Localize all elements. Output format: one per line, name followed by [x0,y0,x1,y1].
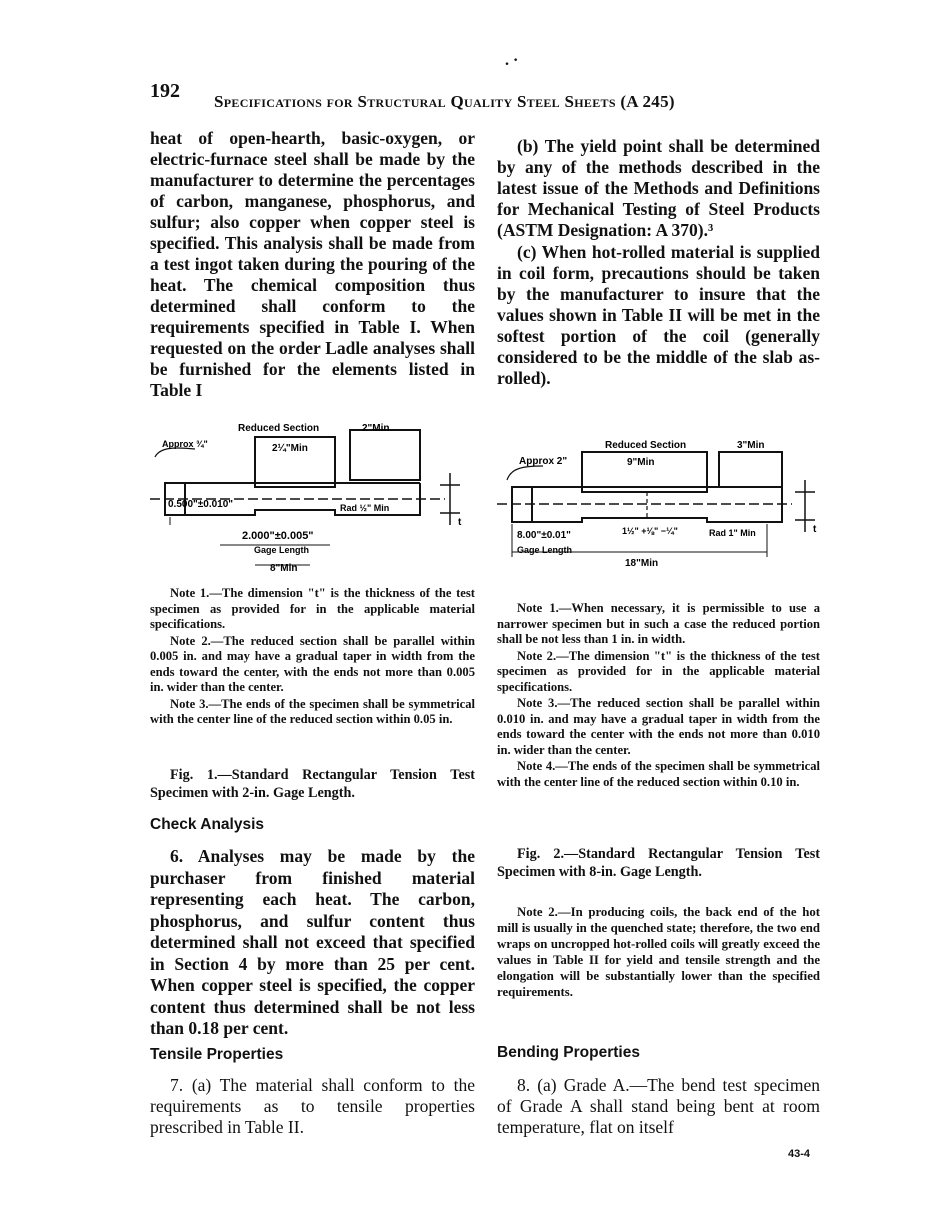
fig2-width-tol: 1½" +⅛" −¼" [622,526,678,536]
fig1-gage: 2.000"±0.005" [242,530,314,542]
fig2-t: t [813,524,817,535]
paragraph-6: 6. Analyses may be made by the purchaser from finished material representing each heat. The carbon, phosphorus, and sulfur content thus determined shall not exceed that specified in Section 4 by more than 25 per cent. When copper steel is specified, the copper content thus determined shall be not less than 0.18 per cent. [150,846,475,1038]
para-6-container [150,846,475,1040]
fig2-note-4: Note 4.—The ends of the specimen shall be symmetrical with the center line of the reduced section within 0.10 in. [497,759,820,789]
figure-1-diagram [150,415,475,575]
fig2-radius: Rad 1" Min [709,528,756,538]
fig1-reduced-section: Reduced Section [238,423,320,434]
fig1-t: t [458,517,462,528]
paragraph-7: 7. (a) The material shall conform to the requirements as to tensile properties prescribed in Table II. [150,1075,475,1137]
fig1-radius: Rad ½" Min [340,503,390,513]
fig1-dim-tol: 0.500"±0.010" [168,499,234,510]
fig2-note-3: Note 3.—The reduced section shall be parallel within 0.010 in. and may have a gradual taper in width from the ends toward the center with the ends not more than 0.010 in. wider than the center. [497,696,820,757]
figure-2-diagram [497,432,822,572]
para-8-container [497,1075,820,1138]
fig1-note-2: Note 2.—The reduced section shall be parallel within 0.005 in. and may have a gradual taper in width from the ends toward the center, with the ends not more than 0.005 in. wider than the center. [150,633,475,694]
fig1-gage-label: Gage Length [254,545,310,555]
figure-2-caption [497,845,820,882]
para-7-container [150,1075,475,1138]
figure-2-notes [497,601,820,791]
coil-footnote [497,904,820,1001]
fig2-caption-text: Fig. 2.—Standard Rectangular Tension Test Specimen with 8-in. Gage Length. [497,846,820,880]
page-number: 192 [150,80,180,102]
bending-properties-heading: Bending Properties [497,1044,640,1061]
fig2-gage: 8.00"±0.01" [517,530,571,541]
fig1-caption-text: Fig. 1.—Standard Rectangular Tension Test Specimen with 2-in. Gage Length. [150,767,475,801]
paragraph-c: (c) When hot-rolled material is supplied in coil form, precautions should be taken by the manufacturer to insure that the values shown in Table II will be met in the softest portion of the coil (generally considered to be the middle of the slab as-rolled). [497,242,820,388]
fig2-overall: 18"Min [625,558,659,569]
fig2-note-2: Note 2.—The dimension "t" is the thickness of the test specimen as provided for in the applicable material specifications. [497,648,820,694]
fig1-min-2: 2"Min [362,423,390,434]
paragraph-b: (b) The yield point shall be determined by any of the methods described in the latest issue of the Methods and Definitions for Mechanical Testing of Steel Products (ASTM Designation: A 370).³ [497,136,820,240]
figure-1-notes [150,586,475,729]
fig2-gage-label: Gage Length [517,545,573,555]
top-marks: . · [505,52,519,69]
right-paras-yield [497,136,820,389]
coil-note-text: Note 2.—In producing coils, the back end of the hot mill is usually in the quenched state; therefore, the two end wraps on uncropped hot-rolled coils will greatly exceed the values in Table II for yield and tensile strength and the elongation will be substantially lower than the specified requirements. [497,905,820,999]
fig2-approx: Approx 2" [519,456,568,467]
check-analysis-heading: Check Analysis [150,816,265,833]
fig2-width-label: 9"Min [627,457,655,468]
running-title: Specifications for Structural Quality Steel Sheets (A 245) [214,92,675,111]
fig1-note-3: Note 3.—The ends of the specimen shall be symmetrical with the center line of the reduced section within 0.05 in. [150,696,475,726]
fig2-min-3: 3"Min [737,440,765,451]
fig1-overall: 8"Min [270,563,298,574]
fig1-width-label: 2¼"Min [272,443,308,454]
tensile-properties-heading: Tensile Properties [150,1046,284,1063]
page-code: 43-4 [787,1148,810,1160]
fig2-reduced-section: Reduced Section [605,440,687,451]
fig1-note-1: Note 1.—The dimension "t" is the thickness of the test specimen as provided for in the applicable material specifications. [150,586,475,631]
figure-1-caption [150,766,475,803]
fig2-note-1: Note 1.—When necessary, it is permissible to use a narrower specimen but in such a case the reduced portion shall be not less than 1 in. in width. [497,601,820,646]
fig1-approx: Approx ¾" [162,439,208,449]
paragraph-8: 8. (a) Grade A.—The bend test specimen of Grade A shall stand being bent at room temperature, flat on itself [497,1075,820,1137]
left-para-chemical-analysis [150,128,475,401]
paragraph-heat-analysis: heat of open-hearth, basic-oxygen, or electric-furnace steel shall be made by the manufacturer to determine the percentages of carbon, manganese, phosphorus, and sulfur; also copper when copper steel is specified. This analysis shall be made from a test ingot taken during the pouring of the heat. The chemical composition thus determined shall conform to the requirements specified in Table I. When requested on the order Ladle analyses shall be furnished for the elements listed in Table I [150,128,475,400]
